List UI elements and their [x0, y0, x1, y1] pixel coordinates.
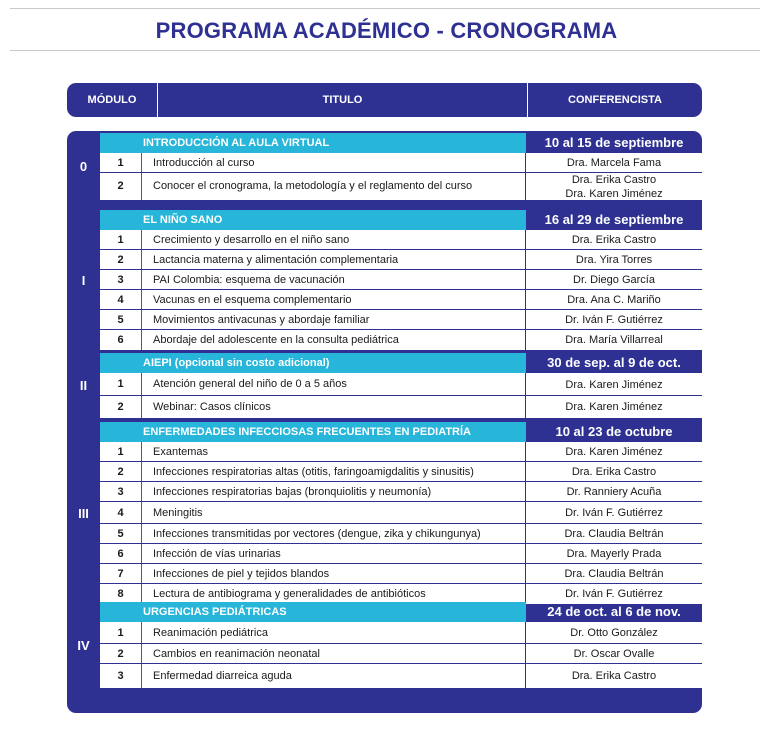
row-speaker: Dra. Karen Jiménez	[565, 401, 663, 413]
schedule-row	[100, 396, 702, 418]
row-divider	[141, 544, 142, 564]
schedule-row	[100, 462, 702, 482]
row-topic: Webinar: Casos clínicos	[153, 401, 271, 413]
row-speaker: Dr. Iván F. Gutiérrez	[565, 314, 663, 326]
module-label: IV	[77, 637, 90, 653]
row-divider	[141, 270, 142, 290]
row-number: 1	[117, 627, 124, 639]
row-speaker: Dra. Erika Castro	[571, 670, 657, 682]
schedule-row	[100, 644, 702, 664]
row-divider	[141, 310, 142, 330]
row-number: 4	[117, 507, 124, 519]
row-topic: Introducción al curso	[153, 157, 255, 169]
schedule-row	[100, 310, 702, 330]
row-speaker: Dra. Karen Jiménez	[565, 446, 663, 458]
row-number: 2	[117, 401, 124, 413]
module-label: 0	[79, 159, 88, 174]
section-header	[100, 353, 702, 373]
module-section	[67, 422, 702, 604]
schedule-row	[100, 524, 702, 544]
module-label: I	[81, 272, 86, 288]
table-header	[67, 83, 702, 117]
schedule-row	[100, 544, 702, 564]
row-number: 2	[117, 254, 124, 266]
section-header	[100, 422, 702, 442]
module-label: II	[79, 378, 88, 393]
row-speaker: Dra. María Villarreal	[565, 334, 663, 346]
row-divider	[141, 373, 142, 396]
module-section	[67, 133, 702, 200]
row-divider	[141, 173, 142, 200]
row-speaker: Dra. Erika Castro	[571, 466, 657, 478]
schedule-row	[100, 502, 702, 524]
row-topic: Infecciones de piel y tejidos blandos	[153, 568, 330, 580]
row-number: 8	[117, 588, 124, 600]
row-divider	[141, 230, 142, 250]
row-number: 1	[117, 234, 124, 246]
row-speaker: Dra. Ana C. Mariño	[567, 294, 661, 306]
top-rule	[10, 8, 760, 9]
row-speaker: Dr. Diego García	[573, 274, 655, 286]
module-section	[67, 353, 702, 418]
section-header	[100, 602, 702, 622]
section-dates: 10 al 23 de octubre	[555, 424, 673, 439]
module-label: III	[78, 505, 89, 521]
schedule-row	[100, 482, 702, 502]
section-title: ENFERMEDADES INFECCIOSAS FRECUENTES EN PEDIATRÍA	[100, 422, 526, 442]
row-number: 7	[117, 568, 124, 580]
section-dates: 24 de oct. al 6 de nov.	[547, 604, 681, 619]
schedule-row	[100, 250, 702, 270]
schedule-row	[100, 622, 702, 644]
row-topic: Infecciones respiratorias bajas (bronquiolitis y neumonía)	[153, 486, 432, 498]
module-section	[67, 602, 702, 688]
row-divider	[141, 622, 142, 644]
row-topic: Cambios en reanimación neonatal	[153, 648, 320, 660]
section-dates: 30 de sep. al 9 de oct.	[547, 355, 681, 370]
row-divider	[141, 482, 142, 502]
row-speaker: Dra. Claudia Beltrán	[564, 568, 664, 580]
row-speaker: Dra. Erika Castro	[571, 234, 657, 246]
section-title: EL NIÑO SANO	[100, 210, 526, 230]
schedule-row	[100, 153, 702, 173]
row-topic: Lectura de antibiograma y generalidades de antibióticos	[153, 588, 426, 600]
row-number: 2	[117, 648, 124, 660]
row-number: 3	[117, 486, 124, 498]
row-divider	[141, 644, 142, 664]
row-number: 6	[117, 548, 124, 560]
row-topic: PAI Colombia: esquema de vacunación	[153, 274, 345, 286]
row-speaker: Dra. Karen Jiménez	[565, 378, 663, 391]
section-header	[100, 133, 702, 153]
schedule-row	[100, 584, 702, 604]
section-title: AIEPI (opcional sin costo adicional)	[100, 353, 526, 373]
row-divider	[141, 250, 142, 270]
row-speaker: Dra. Marcela Fama	[566, 157, 662, 169]
row-topic: Infecciones respiratorias altas (otitis, faringoamigdalitis y sinusitis)	[153, 466, 474, 478]
row-speaker: Dra. Yira Torres	[575, 254, 653, 266]
row-topic: Movimientos antivacunas y abordaje familiar	[153, 314, 370, 326]
row-number: 3	[117, 274, 124, 286]
row-divider	[141, 564, 142, 584]
row-divider	[141, 290, 142, 310]
row-topic: Crecimiento y desarrollo en el niño sano	[153, 234, 350, 246]
section-title: URGENCIAS PEDIÁTRICAS	[100, 602, 526, 622]
row-number: 5	[117, 314, 124, 326]
row-divider	[141, 524, 142, 544]
row-speaker: Dra. Claudia Beltrán	[564, 528, 664, 540]
row-number: 6	[117, 334, 124, 346]
section-title: INTRODUCCIÓN AL AULA VIRTUAL	[100, 133, 526, 153]
row-topic: Infección de vías urinarias	[153, 548, 281, 560]
row-divider	[141, 442, 142, 462]
row-speaker: Dr. Iván F. Gutiérrez	[565, 588, 663, 600]
row-speaker: Dra. Erika Castro Dra. Karen Jiménez	[565, 174, 663, 200]
row-divider	[141, 502, 142, 524]
header-topic: TITULO	[322, 94, 363, 106]
schedule-row	[100, 330, 702, 350]
row-speaker: Dr. Otto González	[570, 627, 658, 639]
module-section	[67, 210, 702, 350]
schedule-row	[100, 564, 702, 584]
section-dates: 16 al 29 de septiembre	[544, 212, 684, 227]
row-speaker: Dr. Iván F. Gutiérrez	[565, 507, 663, 519]
header-speaker: CONFERENCISTA	[568, 94, 662, 106]
row-topic: Exantemas	[153, 446, 209, 458]
row-topic: Conocer el cronograma, la metodología y el reglamento del curso	[153, 180, 473, 192]
row-topic: Abordaje del adolescente en la consulta pediátrica	[153, 334, 399, 346]
row-topic: Atención general del niño de 0 a 5 años	[153, 378, 347, 390]
page-title: PROGRAMA ACADÉMICO - CRONOGRAMA	[155, 18, 618, 43]
title-rule	[10, 50, 760, 51]
row-divider	[141, 396, 142, 418]
row-divider	[141, 664, 142, 688]
row-topic: Vacunas en el esquema complementario	[153, 294, 352, 306]
schedule-row	[100, 373, 702, 396]
row-number: 1	[117, 378, 124, 390]
row-number: 3	[117, 670, 124, 682]
row-divider	[141, 584, 142, 604]
row-topic: Meningitis	[153, 507, 203, 519]
row-number: 2	[117, 180, 124, 192]
row-speaker: Dr. Oscar Ovalle	[573, 648, 655, 660]
row-topic: Lactancia materna y alimentación complementaria	[153, 254, 399, 266]
schedule-row	[100, 230, 702, 250]
schedule-row	[100, 290, 702, 310]
row-divider	[141, 153, 142, 173]
schedule-row	[100, 270, 702, 290]
row-divider	[141, 330, 142, 350]
schedule-row	[100, 664, 702, 688]
section-dates: 10 al 15 de septiembre	[544, 135, 684, 150]
row-number: 1	[117, 157, 124, 169]
row-number: 1	[117, 446, 124, 458]
row-speaker: Dr. Ranniery Acuña	[566, 486, 662, 498]
row-divider	[141, 462, 142, 482]
row-topic: Enfermedad diarreica aguda	[153, 670, 292, 682]
row-number: 2	[117, 466, 124, 478]
schedule-row	[100, 173, 702, 200]
row-number: 5	[117, 528, 124, 540]
row-topic: Infecciones transmitidas por vectores (dengue, zika y chikungunya)	[153, 528, 481, 540]
section-header	[100, 210, 702, 230]
row-topic: Reanimación pediátrica	[153, 627, 268, 639]
row-number: 4	[117, 294, 124, 306]
row-speaker: Dra. Mayerly Prada	[566, 548, 662, 560]
schedule-row	[100, 442, 702, 462]
header-module: MÓDULO	[87, 94, 137, 106]
